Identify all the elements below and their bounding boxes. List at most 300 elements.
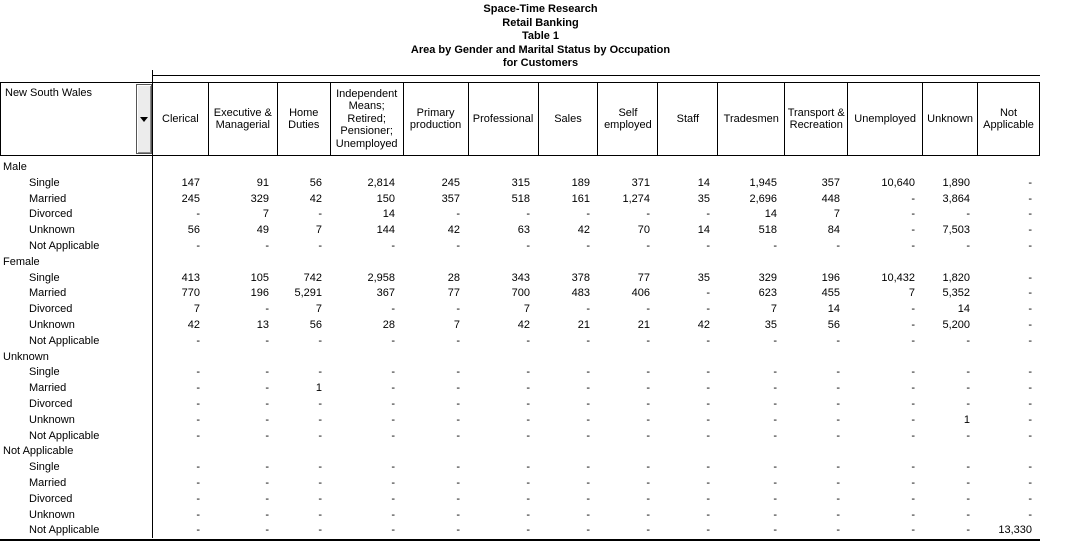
data-cell: - [911,192,915,205]
row-label: Married [29,192,67,205]
column-header-executive-managerial[interactable]: Executive & Managerial [209,83,278,155]
table-row [0,239,1040,255]
group-label: Female [3,255,40,268]
data-cell: 14 [382,208,395,221]
data-cell: - [966,366,970,379]
group-row [0,350,1040,366]
column-header-tradesmen[interactable]: Tradesmen [718,83,785,155]
data-cell: - [836,413,840,426]
data-cell: - [706,524,710,537]
data-cell: - [773,239,777,252]
data-cell: - [265,334,269,347]
column-header-primary-production[interactable]: Primary production [404,83,469,155]
data-cell: - [706,508,710,521]
data-cell: 144 [376,224,395,237]
data-cell: 7 [315,303,322,316]
data-cell: - [911,239,915,252]
data-cell: - [646,382,650,395]
data-cell: 315 [511,176,530,189]
table-row [0,334,1040,350]
data-cell: 406 [631,287,650,300]
table-row [0,223,1040,239]
data-cell: - [196,413,200,426]
data-cell: 455 [821,287,840,300]
data-cell: - [966,208,970,221]
data-cell: 70 [637,224,650,237]
data-cell: - [526,239,530,252]
data-cell: - [706,366,710,379]
table-row [0,476,1040,492]
data-cell: 147 [181,176,200,189]
row-label: Married [29,287,67,300]
table-row [0,492,1040,508]
data-cell: - [836,382,840,395]
row-label: Unknown [29,224,75,237]
row-label: Unknown [29,318,75,331]
data-cell: 371 [631,176,650,189]
data-cell: 5,200 [942,318,970,331]
geography-header-cell [1,83,153,155]
data-cell: - [586,524,590,537]
data-cell: 14 [697,224,710,237]
column-header-self-employed[interactable]: Self employed [598,83,658,155]
data-cell: 413 [181,271,200,284]
data-cell: - [911,413,915,426]
data-cell: 623 [758,287,777,300]
data-cell: - [836,461,840,474]
data-cell: - [318,461,322,474]
data-cell: 42 [187,318,200,331]
data-cell: - [391,382,395,395]
data-cell: 7 [833,208,840,221]
data-cell: - [836,239,840,252]
table-row [0,429,1040,445]
data-cell: - [1028,508,1032,521]
data-cell: - [196,476,200,489]
group-row [0,255,1040,271]
data-cell: - [456,208,460,221]
data-cell: 161 [571,192,590,205]
data-cell: - [391,334,395,347]
row-label: Single [29,271,60,284]
data-cell: - [391,524,395,537]
row-label: Not Applicable [29,429,100,442]
data-cell: - [526,366,530,379]
data-cell: - [1028,476,1032,489]
data-cell: - [318,492,322,505]
data-cell: - [391,366,395,379]
data-cell: 14 [697,176,710,189]
data-cell: 49 [256,224,269,237]
data-cell: - [966,397,970,410]
data-cell: - [265,382,269,395]
data-cell: 742 [303,271,322,284]
data-cell: 21 [637,318,650,331]
data-cell: - [456,382,460,395]
data-cell: - [526,476,530,489]
table-bottom-rule [0,539,1040,541]
data-cell: - [318,429,322,442]
data-cell: - [586,508,590,521]
data-cell: - [773,382,777,395]
data-cell: - [836,492,840,505]
column-header-row [0,82,1040,156]
data-cell: - [966,508,970,521]
data-cell: - [646,366,650,379]
data-cell: 1 [963,413,970,426]
data-cell: - [646,334,650,347]
data-cell: - [265,492,269,505]
data-cell: 7,503 [942,224,970,237]
data-cell: - [456,413,460,426]
data-cell: - [836,476,840,489]
data-cell: - [586,366,590,379]
data-cell: - [966,476,970,489]
data-cell: - [706,287,710,300]
data-cell: - [526,429,530,442]
data-cell: - [1028,224,1032,237]
data-cell: - [773,366,777,379]
row-label: Not Applicable [29,239,100,252]
column-header-transport-recreation[interactable]: Transport & Recreation [785,83,848,155]
data-cell: - [456,476,460,489]
data-cell: - [318,239,322,252]
data-cell: - [526,492,530,505]
data-cell: - [706,461,710,474]
table-row [0,508,1040,524]
data-cell: - [391,492,395,505]
table-row [0,523,1040,539]
data-cell: - [706,492,710,505]
title-line-5: for Customers [502,57,579,69]
data-cell: - [1028,287,1032,300]
data-cell: - [456,524,460,537]
data-cell: 35 [697,192,710,205]
data-cell: 42 [309,192,322,205]
data-cell: 357 [821,176,840,189]
data-cell: 14 [764,208,777,221]
row-label: Single [29,461,60,474]
data-cell: 42 [577,224,590,237]
table-row [0,271,1040,287]
data-cell: - [526,334,530,347]
data-cell: - [966,524,970,537]
data-cell: - [391,413,395,426]
group-label: Male [3,161,27,173]
data-cell: - [646,397,650,410]
data-cell: 14 [827,303,840,316]
data-cell: - [646,524,650,537]
data-cell: 56 [309,176,322,189]
data-cell: 1,820 [942,271,970,284]
data-cell: 245 [441,176,460,189]
data-cell: - [966,382,970,395]
column-header-independent-means-retired-pensioner-unemployed[interactable]: Independent Means; Retired; Pensioner; Unemployed [331,83,404,155]
data-cell: 13,330 [998,524,1032,537]
data-cell: - [773,492,777,505]
data-cell: 196 [250,287,269,300]
data-cell: - [836,366,840,379]
data-cell: - [318,476,322,489]
data-cell: 105 [250,271,269,284]
data-cell: - [456,366,460,379]
data-cell: - [196,397,200,410]
data-cell: 1,945 [749,176,777,189]
data-cell: - [911,508,915,521]
data-cell: - [265,476,269,489]
data-cell: - [773,508,777,521]
data-cell: - [773,429,777,442]
data-cell: - [706,334,710,347]
data-cell: - [646,208,650,221]
data-cell: - [196,208,200,221]
data-cell: 10,432 [881,271,915,284]
data-cell: - [966,429,970,442]
data-cell: - [456,397,460,410]
data-cell: - [265,239,269,252]
table-row [0,413,1040,429]
data-cell: - [265,461,269,474]
data-cell: - [911,382,915,395]
data-cell: - [318,397,322,410]
data-cell: - [1028,461,1032,474]
data-cell: - [318,366,322,379]
data-cell: - [456,334,460,347]
table-row [0,207,1040,223]
data-cell: - [911,492,915,505]
data-cell: - [586,208,590,221]
data-cell: 13 [256,318,269,331]
data-cell: - [911,429,915,442]
data-cell: 518 [758,224,777,237]
data-cell: 245 [181,192,200,205]
data-cell: 21 [577,318,590,331]
data-cell: 7 [770,303,777,316]
column-header-clerical[interactable]: Clerical [153,83,209,155]
row-label: Divorced [29,303,73,316]
data-cell: - [265,397,269,410]
data-cell: - [391,461,395,474]
data-cell: - [836,429,840,442]
data-cell: 42 [697,318,710,331]
data-cell: 2,696 [749,192,777,205]
data-cell: 448 [821,192,840,205]
table-body [0,160,1040,539]
data-cell: - [646,303,650,316]
data-cell: 1 [315,382,322,395]
data-cell: - [1028,397,1032,410]
data-cell: - [1028,413,1032,426]
data-cell: - [456,492,460,505]
data-cell: 343 [511,271,530,284]
data-cell: - [586,382,590,395]
data-cell: - [586,303,590,316]
data-cell: 35 [764,318,777,331]
data-cell: - [586,413,590,426]
data-cell: - [911,208,915,221]
data-cell: - [911,224,915,237]
data-cell: - [706,413,710,426]
data-cell: 7 [908,287,915,300]
geography-dropdown-button[interactable] [136,84,152,154]
data-cell: 14 [957,303,970,316]
data-cell: - [646,413,650,426]
data-cell: 150 [376,192,395,205]
data-cell: - [196,461,200,474]
data-cell: 189 [571,176,590,189]
data-cell: - [966,334,970,347]
data-cell: - [526,208,530,221]
data-cell: - [265,524,269,537]
data-cell: 7 [523,303,530,316]
data-cell: 7 [453,318,460,331]
title-line-2: Retail Banking [502,16,579,29]
table-row [0,460,1040,476]
data-cell: - [1028,429,1032,442]
data-cell: - [265,366,269,379]
column-header-sales[interactable]: Sales [539,83,599,155]
row-label: Unknown [29,413,75,426]
table-row [0,397,1040,413]
data-cell: - [966,461,970,474]
row-label: Not Applicable [29,524,100,537]
column-header-unknown[interactable]: Unknown [923,83,978,155]
data-cell: - [706,208,710,221]
data-cell: - [391,397,395,410]
data-cell: - [836,524,840,537]
column-header-home-duties[interactable]: Home Duties [278,83,331,155]
data-cell: 42 [447,224,460,237]
row-label: Single [29,366,60,379]
group-row [0,160,1040,176]
data-cell: 28 [447,271,460,284]
data-cell: - [196,492,200,505]
data-cell: 483 [571,287,590,300]
data-cell: - [1028,208,1032,221]
data-cell: - [773,461,777,474]
group-row [0,444,1040,460]
data-cell: 7 [262,208,269,221]
geography-label: New South Wales [5,87,93,99]
data-cell: - [1028,303,1032,316]
data-cell: 77 [447,287,460,300]
data-cell: - [265,303,269,316]
data-cell: - [391,429,395,442]
data-cell: 3,864 [942,192,970,205]
data-cell: 5,352 [942,287,970,300]
data-cell: - [318,413,322,426]
data-cell: 28 [382,318,395,331]
data-cell: - [586,461,590,474]
data-cell: - [526,413,530,426]
data-cell: - [911,318,915,331]
data-cell: 5,291 [294,287,322,300]
table-row [0,365,1040,381]
data-cell: 10,640 [881,176,915,189]
data-cell: - [706,239,710,252]
data-cell: 56 [309,318,322,331]
data-cell: - [196,429,200,442]
data-cell: 42 [517,318,530,331]
data-cell: - [265,429,269,442]
table-top-rule [152,75,1040,76]
data-cell: - [391,239,395,252]
data-cell: - [836,508,840,521]
table-row [0,286,1040,302]
data-cell: - [911,524,915,537]
data-cell: 91 [256,176,269,189]
column-header-professional[interactable]: Professional [469,83,539,155]
data-cell: - [196,366,200,379]
data-cell: - [646,508,650,521]
data-cell: - [586,492,590,505]
data-cell: - [1028,334,1032,347]
data-cell: - [456,429,460,442]
table-row [0,318,1040,334]
data-cell: - [196,524,200,537]
column-header-staff[interactable]: Staff [658,83,718,155]
data-cell: - [1028,318,1032,331]
data-cell: 196 [821,271,840,284]
data-cell: 7 [315,224,322,237]
data-cell: - [773,334,777,347]
data-cell: - [196,508,200,521]
data-cell: - [456,461,460,474]
data-cell: - [265,413,269,426]
table-row [0,176,1040,192]
data-cell: - [586,476,590,489]
data-cell: - [391,303,395,316]
data-cell: - [456,303,460,316]
data-cell: 35 [697,271,710,284]
data-cell: - [646,492,650,505]
data-cell: - [1028,176,1032,189]
data-table [0,82,1040,541]
data-cell: - [646,476,650,489]
data-cell: 77 [637,271,650,284]
chevron-down-icon [140,117,148,122]
data-cell: 518 [511,192,530,205]
data-cell: - [1028,239,1032,252]
table-row [0,192,1040,208]
data-cell: - [706,382,710,395]
data-cell: - [646,429,650,442]
data-cell: - [773,397,777,410]
data-cell: - [911,366,915,379]
column-header-not-applicable[interactable]: Not Applicable [978,83,1040,155]
report-titles [0,3,1081,71]
title-line-1: Space-Time Research [483,3,598,15]
data-cell: - [773,413,777,426]
data-cell: - [646,461,650,474]
data-cell: - [526,524,530,537]
data-cell: - [1028,366,1032,379]
data-cell: - [318,208,322,221]
data-cell: 378 [571,271,590,284]
data-cell: 770 [181,287,200,300]
row-label: Divorced [29,492,73,505]
data-cell: - [196,382,200,395]
data-cell: - [391,508,395,521]
data-cell: - [773,476,777,489]
data-cell: - [1028,382,1032,395]
row-label: Divorced [29,397,73,410]
data-cell: - [265,508,269,521]
data-cell: 2,958 [367,271,395,284]
column-header-unemployed[interactable]: Unemployed [848,83,923,155]
data-cell: - [526,461,530,474]
data-cell: 700 [511,287,530,300]
